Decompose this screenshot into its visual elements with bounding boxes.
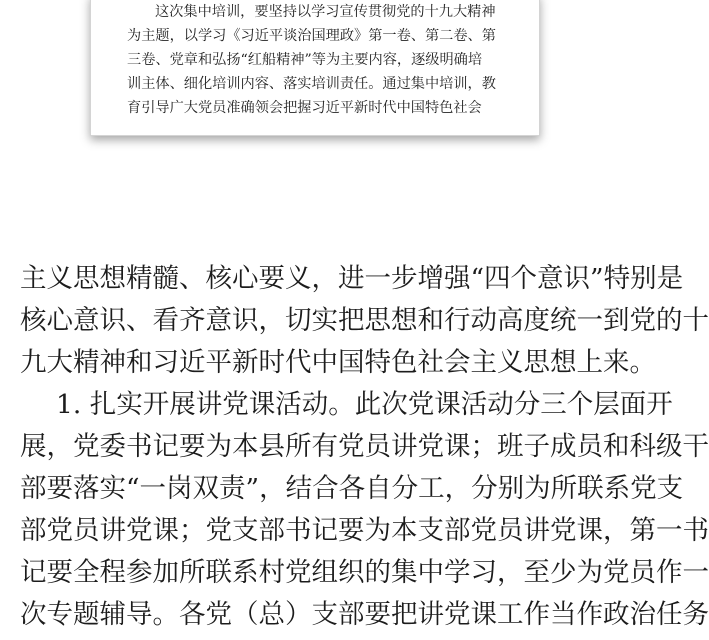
body-line: 次专题辅导。各党（总）支部要把讲党课工作当作政治任务 bbox=[20, 599, 709, 630]
article-body bbox=[20, 258, 709, 636]
body-line: 九大精神和习近平新时代中国特色社会主义思想上来。 bbox=[20, 347, 656, 378]
body-line: 核心意识、看齐意识，切实把思想和行动高度统一到党的十 bbox=[20, 305, 709, 336]
document-excerpt-card bbox=[90, 0, 540, 136]
body-line: 部党员讲党课；党支部书记要为本支部党员讲党课，第一书 bbox=[20, 515, 709, 546]
body-line: 展，党委书记要为本县所有党员讲党课；班子成员和科级干 bbox=[20, 431, 709, 462]
excerpt-line: 三卷、党章和弘扬“红船精神”等为主要内容，逐级明确培 bbox=[127, 52, 483, 68]
excerpt-line: 训主体、细化培训内容、落实培训责任。通过集中培训，教 bbox=[127, 76, 496, 92]
body-line: 部要落实“一岗双责”，结合各自分工，分别为所联系党支 bbox=[20, 473, 684, 504]
excerpt-text bbox=[127, 0, 527, 120]
paragraph-continuation bbox=[20, 258, 709, 384]
excerpt-line: 为主题，以学习《习近平谈治国理政》第一卷、第二卷、第 bbox=[127, 28, 496, 44]
excerpt-line: 这次集中培训，要坚持以学习宣传贯彻党的十九大精神 bbox=[155, 4, 496, 20]
paragraph-party-lectures bbox=[20, 384, 709, 636]
excerpt-line: 育引导广大党员准确领会把握习近平新时代中国特色社会 bbox=[127, 100, 482, 116]
body-line: 1. 扎实开展讲党课活动。此次党课活动分三个层面开 bbox=[56, 389, 673, 420]
body-line: 记要全程参加所联系村党组织的集中学习，至少为党员作一 bbox=[20, 557, 709, 588]
body-line: 主义思想精髓、核心要义，进一步增强“四个意识”特别是 bbox=[20, 263, 684, 294]
